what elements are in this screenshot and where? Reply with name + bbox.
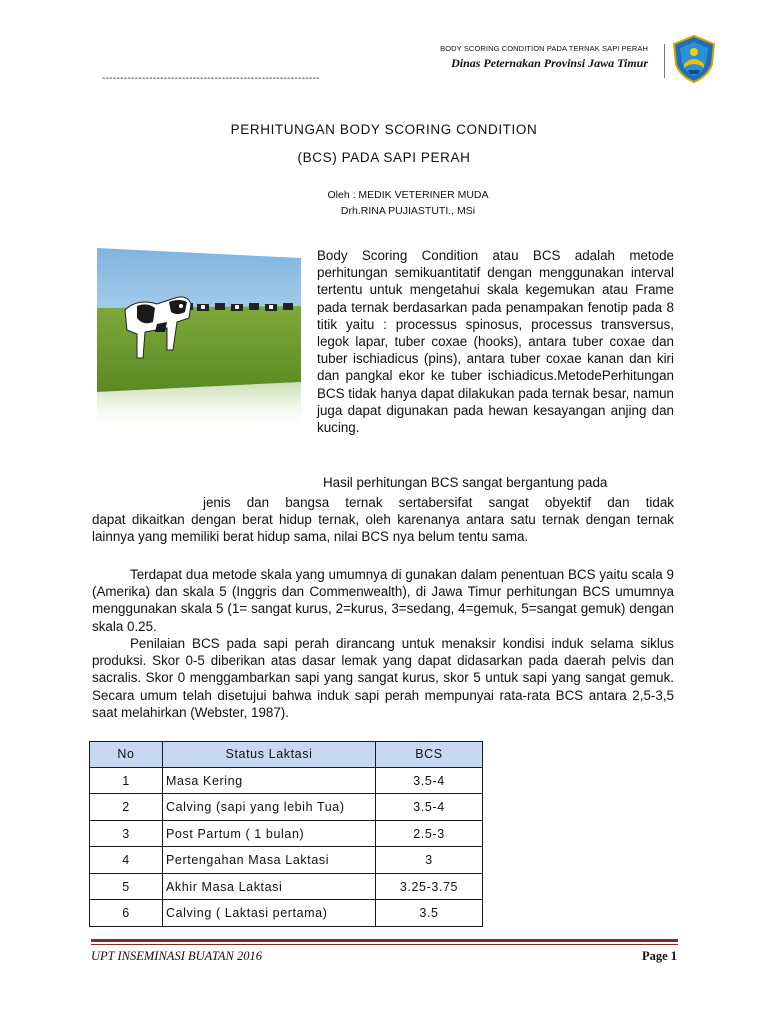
cell-bcs: 3.5-4 — [376, 767, 483, 794]
paragraph-2-line-1-text: Hasil perhitungan BCS sangat bergantung pada — [323, 475, 608, 490]
cell-no: 5 — [90, 873, 163, 900]
paragraph-2-line-2: jenis dan bangsa ternak sertabersifat sangat obyektif dan tidak — [203, 495, 674, 510]
header-divider — [664, 44, 665, 78]
cell-no: 3 — [90, 820, 163, 847]
cell-bcs: 3.5-4 — [376, 794, 483, 821]
table-row — [90, 767, 483, 794]
running-header-title: BODY SCORING CONDITION PADA TERNAK SAPI PERAH — [440, 44, 648, 53]
cell-status: Calving (sapi yang lebih Tua) — [163, 794, 376, 821]
paragraph-2-line-1 — [317, 474, 674, 491]
cell-no: 1 — [90, 767, 163, 794]
cell-no: 4 — [90, 847, 163, 874]
table-row — [90, 847, 483, 874]
table-row — [90, 794, 483, 821]
header-no: No — [90, 742, 163, 768]
cell-no: 6 — [90, 900, 163, 927]
cell-no: 2 — [90, 794, 163, 821]
author-name: Drh.RINA PUJIASTUTI., MSi — [340, 205, 476, 217]
header-status-laktasi: Status Laktasi — [163, 742, 376, 768]
paragraph-1: Body Scoring Condition atau BCS adalah metode perhitungan semikuantitatif dengan menggunakan interval tertentu untuk mengetahui skala kegemukan atau Frame pada ternak berdasarkan pada penampakan fenotip pada 8 titik yaitu : processus spinosus, processus transversus, legok lapar, tuber coxae (hooks), antara tuber coxae dan tuber ischiadicus (pins), antara tuber coxae kanan dan kiri dan pangkal ekor ke tuber ischiadicus.MetodePerhitungan BCS tidak hanya dapat dilakukan pada ternak besar, namun juga dapat digunakan pada hewan kesayangan anjing dan kucing. — [317, 248, 674, 436]
footer-rule-thick — [91, 939, 678, 942]
cell-bcs: 3.5 — [376, 900, 483, 927]
header-bcs: BCS — [376, 742, 483, 768]
footer-organization: UPT INSEMINASI BUATAN 2016 — [91, 949, 262, 963]
department-name: Dinas Peternakan Provinsi Jawa Timur — [451, 56, 648, 70]
table-row — [90, 873, 483, 900]
author-role: Oleh : MEDIK VETERINER MUDA — [327, 189, 489, 201]
footer-rule-thin — [91, 944, 678, 945]
cell-status: Post Partum ( 1 bulan) — [163, 820, 376, 847]
cell-bcs: 3.25-3.75 — [376, 873, 483, 900]
paragraph-3: Terdapat dua metode skala yang umumnya di gunakan dalam penentuan BCS yaitu scala 9 (Amerika) dan skala 5 (Inggris dan Commenwealth), di Jawa Timur perhitungan BCS umumnya menggunakan skala 5 (1= sangat kurus, 2=kurus, 3=sedang, 4=gemuk, 5=sangat gemuk) dengan skala 0.25. — [92, 567, 674, 634]
page-number: Page 1 — [641, 949, 677, 963]
document-title-line-1: PERHITUNGAN BODY SCORING CONDITION — [230, 122, 538, 137]
cell-status: Pertengahan Masa Laktasi — [163, 847, 376, 874]
cell-status: Masa Kering — [163, 767, 376, 794]
cell-bcs: 3 — [376, 847, 483, 874]
document-title-line-2: (BCS) PADA SAPI PERAH — [297, 150, 471, 165]
dairy-cows-photo — [97, 246, 303, 432]
header-dash-rule: ------------------------------------------------------------ — [102, 73, 320, 84]
table-header-row — [90, 742, 483, 768]
paragraph-2-rest: dapat dikaitkan dengan berat hidup ternak, oleh karenanya antara satu ternak dengan ternak lainnya yang memiliki berat hidup sama, nilai BCS nya belum tentu sama. — [92, 512, 674, 545]
cell-status: Akhir Masa Laktasi — [163, 873, 376, 900]
bcs-lactation-table — [89, 741, 483, 927]
paragraph-4: Penilaian BCS pada sapi perah dirancang untuk menaksir kondisi induk selama siklus produksi. Skor 0-5 diberikan atas dasar lemak yang dapat didasarkan pada daerah pelvis dan sacralis. Skor 0 menggambarkan sapi yang sangat kurus, skor 5 untuk sapi yang sangat gemuk. Secara umum telah disetujui bahwa induk sapi perah mempunyai rata-rata BCS antara 2,5-3,5 saat melahirkan (Webster, 1987). — [92, 636, 674, 720]
cell-bcs: 2.5-3 — [376, 820, 483, 847]
east-java-emblem-icon — [670, 34, 718, 84]
table-row — [90, 820, 483, 847]
cell-status: Calving ( Laktasi pertama) — [163, 900, 376, 927]
table-row — [90, 900, 483, 927]
